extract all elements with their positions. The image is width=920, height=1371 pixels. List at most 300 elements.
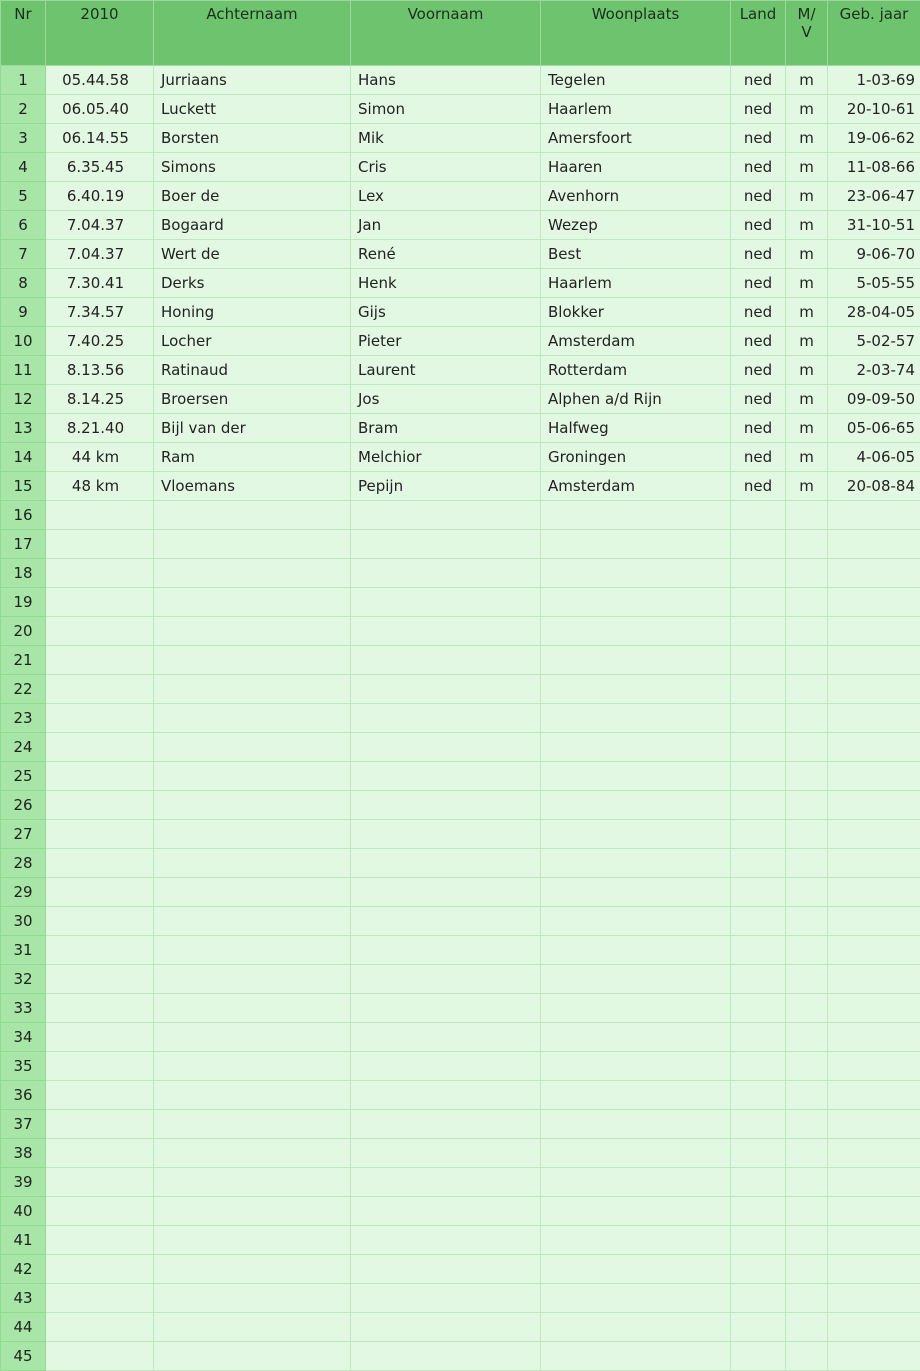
cell-voornaam <box>351 994 541 1023</box>
cell-mv <box>786 1139 828 1168</box>
cell-nr: 29 <box>1 878 46 907</box>
cell-woonplaats: Rotterdam <box>541 356 731 385</box>
cell-mv <box>786 878 828 907</box>
cell-nr: 28 <box>1 849 46 878</box>
cell-achternaam: Locher <box>154 327 351 356</box>
cell-land: ned <box>731 298 786 327</box>
cell-time <box>46 1313 154 1342</box>
cell-voornaam <box>351 530 541 559</box>
cell-voornaam <box>351 1313 541 1342</box>
cell-geb-jaar <box>828 1081 920 1110</box>
cell-achternaam: Wert de <box>154 240 351 269</box>
table-row <box>1 95 920 124</box>
cell-woonplaats: Blokker <box>541 298 731 327</box>
cell-mv: m <box>786 240 828 269</box>
cell-voornaam: Hans <box>351 66 541 95</box>
cell-voornaam <box>351 675 541 704</box>
cell-time: 6.40.19 <box>46 182 154 211</box>
cell-time <box>46 1168 154 1197</box>
cell-time <box>46 1052 154 1081</box>
cell-achternaam: Ratinaud <box>154 356 351 385</box>
cell-nr: 41 <box>1 1226 46 1255</box>
cell-geb-jaar <box>828 617 920 646</box>
cell-mv <box>786 675 828 704</box>
cell-geb-jaar: 23-06-47 <box>828 182 920 211</box>
cell-land <box>731 646 786 675</box>
cell-nr: 34 <box>1 1023 46 1052</box>
cell-woonplaats <box>541 559 731 588</box>
table-row-empty <box>1 1342 920 1371</box>
cell-mv <box>786 820 828 849</box>
cell-mv <box>786 559 828 588</box>
cell-time <box>46 733 154 762</box>
table-row <box>1 269 920 298</box>
table-row-empty <box>1 1023 920 1052</box>
cell-time: 8.13.56 <box>46 356 154 385</box>
cell-mv <box>786 994 828 1023</box>
cell-achternaam: Broersen <box>154 385 351 414</box>
cell-voornaam: Simon <box>351 95 541 124</box>
cell-mv <box>786 849 828 878</box>
cell-time <box>46 1226 154 1255</box>
cell-geb-jaar: 28-04-05 <box>828 298 920 327</box>
col-header-nr: Nr <box>1 1 46 66</box>
cell-achternaam: Bijl van der <box>154 414 351 443</box>
cell-woonplaats <box>541 1139 731 1168</box>
cell-woonplaats <box>541 1110 731 1139</box>
cell-geb-jaar <box>828 1110 920 1139</box>
cell-land <box>731 1023 786 1052</box>
cell-land <box>731 762 786 791</box>
cell-geb-jaar <box>828 646 920 675</box>
cell-time <box>46 617 154 646</box>
col-header-woonplaats: Woonplaats <box>541 1 731 66</box>
cell-voornaam: Mik <box>351 124 541 153</box>
cell-achternaam <box>154 675 351 704</box>
table-row <box>1 211 920 240</box>
cell-nr: 1 <box>1 66 46 95</box>
table-body <box>1 66 920 1371</box>
cell-geb-jaar: 20-10-61 <box>828 95 920 124</box>
cell-nr: 44 <box>1 1313 46 1342</box>
cell-nr: 6 <box>1 211 46 240</box>
cell-woonplaats <box>541 994 731 1023</box>
cell-land <box>731 1197 786 1226</box>
cell-nr: 39 <box>1 1168 46 1197</box>
cell-achternaam: Jurriaans <box>154 66 351 95</box>
cell-geb-jaar <box>828 849 920 878</box>
cell-achternaam: Borsten <box>154 124 351 153</box>
cell-geb-jaar <box>828 501 920 530</box>
cell-achternaam <box>154 849 351 878</box>
cell-time <box>46 820 154 849</box>
cell-achternaam <box>154 501 351 530</box>
cell-mv <box>786 762 828 791</box>
cell-land <box>731 733 786 762</box>
cell-nr: 31 <box>1 936 46 965</box>
cell-achternaam: Vloemans <box>154 472 351 501</box>
cell-voornaam: René <box>351 240 541 269</box>
cell-geb-jaar <box>828 675 920 704</box>
cell-mv <box>786 617 828 646</box>
cell-geb-jaar <box>828 907 920 936</box>
cell-geb-jaar: 5-05-55 <box>828 269 920 298</box>
cell-time: 7.04.37 <box>46 211 154 240</box>
cell-mv: m <box>786 298 828 327</box>
cell-land <box>731 675 786 704</box>
cell-geb-jaar <box>828 530 920 559</box>
table-row-empty <box>1 878 920 907</box>
cell-voornaam: Melchior <box>351 443 541 472</box>
cell-achternaam <box>154 965 351 994</box>
cell-time <box>46 675 154 704</box>
cell-nr: 10 <box>1 327 46 356</box>
cell-geb-jaar: 19-06-62 <box>828 124 920 153</box>
cell-geb-jaar <box>828 1197 920 1226</box>
cell-woonplaats <box>541 733 731 762</box>
cell-voornaam <box>351 1139 541 1168</box>
cell-nr: 13 <box>1 414 46 443</box>
cell-voornaam <box>351 878 541 907</box>
cell-time <box>46 1255 154 1284</box>
cell-achternaam <box>154 704 351 733</box>
cell-time <box>46 1110 154 1139</box>
cell-mv <box>786 907 828 936</box>
cell-achternaam: Boer de <box>154 182 351 211</box>
table-row-empty <box>1 1168 920 1197</box>
cell-woonplaats: Alphen a/d Rijn <box>541 385 731 414</box>
cell-geb-jaar <box>828 1284 920 1313</box>
cell-land: ned <box>731 269 786 298</box>
table-row-empty <box>1 762 920 791</box>
table-row-empty <box>1 559 920 588</box>
cell-nr: 24 <box>1 733 46 762</box>
cell-nr: 3 <box>1 124 46 153</box>
cell-time: 7.40.25 <box>46 327 154 356</box>
cell-nr: 25 <box>1 762 46 791</box>
cell-land <box>731 994 786 1023</box>
cell-nr: 2 <box>1 95 46 124</box>
cell-achternaam <box>154 1052 351 1081</box>
cell-achternaam <box>154 646 351 675</box>
cell-time: 8.14.25 <box>46 385 154 414</box>
cell-nr: 27 <box>1 820 46 849</box>
cell-achternaam: Simons <box>154 153 351 182</box>
table-row-empty <box>1 849 920 878</box>
cell-nr: 9 <box>1 298 46 327</box>
cell-nr: 5 <box>1 182 46 211</box>
cell-woonplaats: Haaren <box>541 153 731 182</box>
cell-mv <box>786 965 828 994</box>
table-row <box>1 356 920 385</box>
cell-achternaam <box>154 1110 351 1139</box>
cell-geb-jaar <box>828 1052 920 1081</box>
cell-achternaam <box>154 617 351 646</box>
cell-nr: 14 <box>1 443 46 472</box>
cell-woonplaats <box>541 878 731 907</box>
cell-voornaam <box>351 1255 541 1284</box>
cell-voornaam <box>351 1110 541 1139</box>
cell-geb-jaar <box>828 878 920 907</box>
cell-land: ned <box>731 472 786 501</box>
cell-woonplaats <box>541 1255 731 1284</box>
cell-nr: 12 <box>1 385 46 414</box>
cell-woonplaats <box>541 588 731 617</box>
cell-land: ned <box>731 385 786 414</box>
cell-geb-jaar: 31-10-51 <box>828 211 920 240</box>
cell-achternaam <box>154 1226 351 1255</box>
cell-land <box>731 501 786 530</box>
table-row-empty <box>1 1110 920 1139</box>
cell-achternaam <box>154 820 351 849</box>
cell-woonplaats: Groningen <box>541 443 731 472</box>
table-row-empty <box>1 1139 920 1168</box>
cell-voornaam <box>351 1342 541 1371</box>
cell-nr: 11 <box>1 356 46 385</box>
cell-time <box>46 762 154 791</box>
cell-mv: m <box>786 327 828 356</box>
cell-geb-jaar <box>828 820 920 849</box>
table-row-empty <box>1 675 920 704</box>
cell-woonplaats: Halfweg <box>541 414 731 443</box>
table-row <box>1 298 920 327</box>
cell-achternaam: Derks <box>154 269 351 298</box>
cell-time <box>46 646 154 675</box>
header-row <box>1 1 920 66</box>
cell-time <box>46 878 154 907</box>
cell-geb-jaar: 4-06-05 <box>828 443 920 472</box>
cell-voornaam <box>351 762 541 791</box>
cell-time: 7.34.57 <box>46 298 154 327</box>
cell-geb-jaar <box>828 1168 920 1197</box>
cell-geb-jaar: 5-02-57 <box>828 327 920 356</box>
table-row <box>1 240 920 269</box>
cell-woonplaats: Avenhorn <box>541 182 731 211</box>
cell-voornaam <box>351 588 541 617</box>
cell-mv: m <box>786 385 828 414</box>
cell-achternaam <box>154 762 351 791</box>
cell-time <box>46 1081 154 1110</box>
cell-achternaam <box>154 1168 351 1197</box>
cell-time: 06.05.40 <box>46 95 154 124</box>
cell-nr: 4 <box>1 153 46 182</box>
cell-woonplaats <box>541 1081 731 1110</box>
cell-land <box>731 1081 786 1110</box>
cell-achternaam <box>154 791 351 820</box>
cell-time <box>46 559 154 588</box>
cell-geb-jaar <box>828 588 920 617</box>
table-row <box>1 472 920 501</box>
cell-nr: 38 <box>1 1139 46 1168</box>
table-row <box>1 153 920 182</box>
table-row-empty <box>1 1313 920 1342</box>
cell-woonplaats <box>541 965 731 994</box>
cell-achternaam <box>154 588 351 617</box>
cell-voornaam: Henk <box>351 269 541 298</box>
cell-voornaam <box>351 1284 541 1313</box>
cell-geb-jaar: 1-03-69 <box>828 66 920 95</box>
cell-woonplaats <box>541 1226 731 1255</box>
col-header-mv: M/ V <box>786 1 828 66</box>
col-header-land: Land <box>731 1 786 66</box>
cell-mv <box>786 704 828 733</box>
cell-mv <box>786 1226 828 1255</box>
cell-woonplaats <box>541 1197 731 1226</box>
cell-time <box>46 791 154 820</box>
cell-voornaam <box>351 849 541 878</box>
table-row-empty <box>1 965 920 994</box>
cell-geb-jaar <box>828 733 920 762</box>
cell-nr: 30 <box>1 907 46 936</box>
cell-mv: m <box>786 472 828 501</box>
cell-woonplaats <box>541 501 731 530</box>
cell-land <box>731 530 786 559</box>
cell-achternaam: Ram <box>154 443 351 472</box>
cell-geb-jaar <box>828 1139 920 1168</box>
table-row-empty <box>1 1226 920 1255</box>
cell-woonplaats: Haarlem <box>541 95 731 124</box>
cell-woonplaats <box>541 617 731 646</box>
cell-nr: 16 <box>1 501 46 530</box>
table-row-empty <box>1 704 920 733</box>
table-row-empty <box>1 1197 920 1226</box>
cell-voornaam: Jos <box>351 385 541 414</box>
cell-nr: 23 <box>1 704 46 733</box>
cell-woonplaats: Wezep <box>541 211 731 240</box>
table-row-empty <box>1 994 920 1023</box>
cell-land <box>731 820 786 849</box>
cell-land: ned <box>731 153 786 182</box>
cell-woonplaats: Haarlem <box>541 269 731 298</box>
cell-mv: m <box>786 95 828 124</box>
col-header-voornaam: Voornaam <box>351 1 541 66</box>
cell-time <box>46 907 154 936</box>
cell-nr: 26 <box>1 791 46 820</box>
col-header-geb-jaar: Geb. jaar <box>828 1 920 66</box>
cell-time: 7.04.37 <box>46 240 154 269</box>
cell-voornaam: Jan <box>351 211 541 240</box>
cell-mv: m <box>786 66 828 95</box>
cell-land <box>731 1052 786 1081</box>
cell-woonplaats: Amsterdam <box>541 472 731 501</box>
cell-mv: m <box>786 414 828 443</box>
cell-land: ned <box>731 356 786 385</box>
cell-geb-jaar <box>828 559 920 588</box>
cell-nr: 37 <box>1 1110 46 1139</box>
cell-voornaam <box>351 1023 541 1052</box>
table-row-empty <box>1 501 920 530</box>
cell-time <box>46 1197 154 1226</box>
cell-voornaam: Gijs <box>351 298 541 327</box>
cell-achternaam <box>154 1255 351 1284</box>
table-row <box>1 385 920 414</box>
cell-time: 6.35.45 <box>46 153 154 182</box>
cell-achternaam <box>154 1081 351 1110</box>
table-row-empty <box>1 588 920 617</box>
cell-voornaam: Pepijn <box>351 472 541 501</box>
cell-nr: 18 <box>1 559 46 588</box>
cell-voornaam <box>351 646 541 675</box>
cell-time <box>46 1139 154 1168</box>
cell-woonplaats <box>541 820 731 849</box>
cell-voornaam <box>351 936 541 965</box>
cell-land <box>731 907 786 936</box>
cell-mv: m <box>786 153 828 182</box>
cell-achternaam: Honing <box>154 298 351 327</box>
cell-achternaam <box>154 1139 351 1168</box>
cell-land <box>731 1168 786 1197</box>
cell-achternaam: Bogaard <box>154 211 351 240</box>
cell-land <box>731 1313 786 1342</box>
cell-mv <box>786 1110 828 1139</box>
table-row <box>1 327 920 356</box>
cell-nr: 22 <box>1 675 46 704</box>
cell-land <box>731 1110 786 1139</box>
table-row <box>1 124 920 153</box>
cell-voornaam: Cris <box>351 153 541 182</box>
cell-woonplaats <box>541 1052 731 1081</box>
cell-woonplaats <box>541 762 731 791</box>
cell-time: 06.14.55 <box>46 124 154 153</box>
cell-voornaam <box>351 1168 541 1197</box>
cell-achternaam <box>154 733 351 762</box>
cell-nr: 21 <box>1 646 46 675</box>
cell-mv <box>786 936 828 965</box>
cell-woonplaats <box>541 1284 731 1313</box>
cell-mv <box>786 1023 828 1052</box>
cell-voornaam <box>351 617 541 646</box>
cell-land <box>731 878 786 907</box>
cell-woonplaats <box>541 1342 731 1371</box>
table-row-empty <box>1 733 920 762</box>
table-row-empty <box>1 1255 920 1284</box>
cell-achternaam <box>154 559 351 588</box>
cell-land <box>731 617 786 646</box>
cell-voornaam <box>351 791 541 820</box>
cell-land <box>731 1255 786 1284</box>
cell-mv: m <box>786 356 828 385</box>
cell-land <box>731 849 786 878</box>
cell-voornaam <box>351 559 541 588</box>
cell-voornaam <box>351 501 541 530</box>
cell-land: ned <box>731 66 786 95</box>
cell-geb-jaar <box>828 994 920 1023</box>
cell-geb-jaar <box>828 1023 920 1052</box>
cell-time <box>46 530 154 559</box>
cell-woonplaats <box>541 849 731 878</box>
cell-mv: m <box>786 182 828 211</box>
cell-land: ned <box>731 443 786 472</box>
cell-geb-jaar <box>828 1226 920 1255</box>
cell-woonplaats: Best <box>541 240 731 269</box>
cell-voornaam <box>351 965 541 994</box>
cell-voornaam <box>351 820 541 849</box>
cell-land: ned <box>731 211 786 240</box>
cell-nr: 7 <box>1 240 46 269</box>
cell-voornaam <box>351 907 541 936</box>
cell-mv <box>786 588 828 617</box>
cell-time <box>46 936 154 965</box>
cell-time <box>46 704 154 733</box>
cell-time <box>46 1023 154 1052</box>
cell-mv <box>786 1342 828 1371</box>
cell-land <box>731 1139 786 1168</box>
cell-land: ned <box>731 240 786 269</box>
cell-nr: 15 <box>1 472 46 501</box>
cell-geb-jaar <box>828 791 920 820</box>
cell-time <box>46 994 154 1023</box>
cell-woonplaats <box>541 1313 731 1342</box>
